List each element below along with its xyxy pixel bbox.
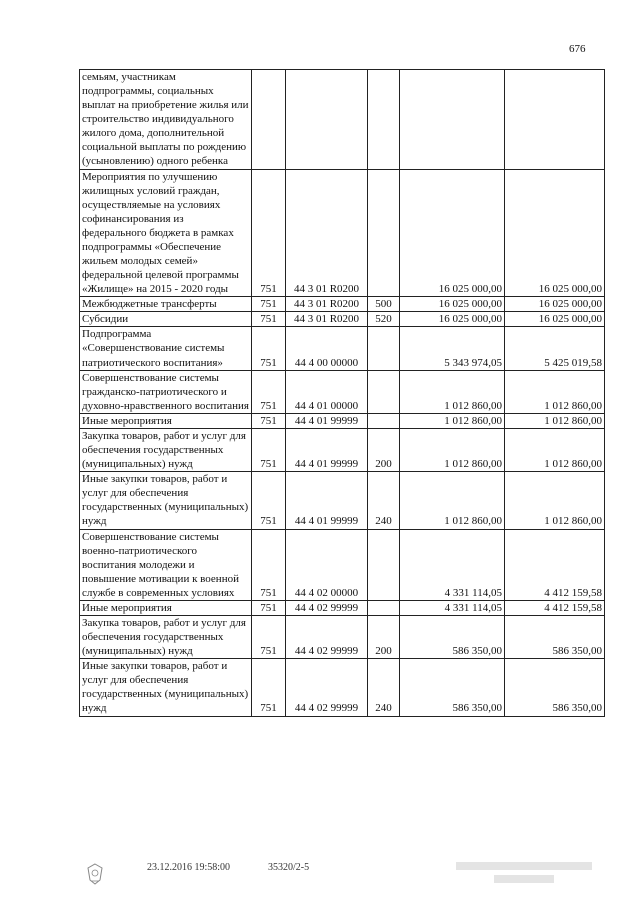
row-name: Иные закупки товаров, работ и услуг для обеспечения государственных (муниципальных) нужд <box>80 472 252 529</box>
row-vr <box>368 70 400 170</box>
table-row <box>80 600 605 615</box>
table-row <box>80 413 605 428</box>
row-amount-year2: 1 012 860,00 <box>505 428 605 471</box>
row-amount-year1: 586 350,00 <box>400 615 505 658</box>
row-vr <box>368 529 400 600</box>
footer-doc-number: 35320/2-5 <box>268 862 310 873</box>
row-amount-year2: 5 425 019,58 <box>505 327 605 370</box>
row-csr: 44 4 01 00000 <box>286 370 368 413</box>
row-ved: 751 <box>252 327 286 370</box>
row-amount-year1: 16 025 000,00 <box>400 312 505 327</box>
row-name: Закупка товаров, работ и услуг для обеспечения государственных (муниципальных) нужд <box>80 615 252 658</box>
page-number: 676 <box>569 43 586 55</box>
table-row <box>80 428 605 471</box>
row-name: Совершенствование системы военно-патриотического воспитания молодежи и повышение мотивации к военной службе в современных условиях <box>80 529 252 600</box>
row-amount-year2 <box>505 70 605 170</box>
row-csr: 44 4 02 99999 <box>286 659 368 716</box>
row-name: Субсидии <box>80 312 252 327</box>
row-csr <box>286 70 368 170</box>
row-vr: 240 <box>368 659 400 716</box>
row-vr <box>368 327 400 370</box>
page-footer <box>0 858 640 898</box>
row-name: Мероприятия по улучшению жилищных условий граждан, осуществляемые на условиях софинансирования из федерального бюджета в рамках подпрограммы «Обеспечение жильем молодых семей» федеральной целевой программы «Жилище» на 2015 - 2020 годы <box>80 169 252 297</box>
row-vr: 240 <box>368 472 400 529</box>
row-vr <box>368 413 400 428</box>
row-vr <box>368 169 400 297</box>
row-amount-year1: 1 012 860,00 <box>400 428 505 471</box>
budget-table <box>79 69 605 717</box>
row-ved: 751 <box>252 615 286 658</box>
row-amount-year1: 16 025 000,00 <box>400 297 505 312</box>
row-name: Закупка товаров, работ и услуг для обеспечения государственных (муниципальных) нужд <box>80 428 252 471</box>
row-ved: 751 <box>252 600 286 615</box>
row-csr: 44 3 01 R0200 <box>286 169 368 297</box>
row-csr: 44 4 01 99999 <box>286 472 368 529</box>
table-row <box>80 472 605 529</box>
coat-of-arms-icon <box>85 862 105 886</box>
row-amount-year1: 5 343 974,05 <box>400 327 505 370</box>
table-row <box>80 370 605 413</box>
row-vr: 200 <box>368 615 400 658</box>
row-csr: 44 4 02 99999 <box>286 615 368 658</box>
row-vr: 520 <box>368 312 400 327</box>
row-amount-year1: 4 331 114,05 <box>400 529 505 600</box>
row-amount-year2: 586 350,00 <box>505 615 605 658</box>
table-row <box>80 297 605 312</box>
row-vr <box>368 600 400 615</box>
row-name: семьям, участникам подпрограммы, социальных выплат на приобретение жилья или строительство индивидуального жилого дома, дополнительной социальной выплаты по рождению (усыновлению) одного ребенка <box>80 70 252 170</box>
row-ved: 751 <box>252 312 286 327</box>
row-vr: 200 <box>368 428 400 471</box>
electronic-signature-stamp-icon <box>454 858 594 888</box>
row-ved: 751 <box>252 659 286 716</box>
row-amount-year2: 586 350,00 <box>505 659 605 716</box>
row-ved: 751 <box>252 169 286 297</box>
row-amount-year2: 1 012 860,00 <box>505 370 605 413</box>
row-ved: 751 <box>252 413 286 428</box>
row-amount-year1 <box>400 70 505 170</box>
row-amount-year2: 16 025 000,00 <box>505 297 605 312</box>
row-amount-year1: 16 025 000,00 <box>400 169 505 297</box>
row-csr: 44 3 01 R0200 <box>286 297 368 312</box>
table-row <box>80 70 605 170</box>
row-csr: 44 4 00 00000 <box>286 327 368 370</box>
table-row <box>80 169 605 297</box>
table-row <box>80 659 605 716</box>
row-ved: 751 <box>252 529 286 600</box>
row-csr: 44 4 01 99999 <box>286 428 368 471</box>
table-row <box>80 615 605 658</box>
row-vr: 500 <box>368 297 400 312</box>
row-name: Совершенствование системы гражданско-патриотического и духовно-нравственного воспитания <box>80 370 252 413</box>
table-row <box>80 529 605 600</box>
table-row <box>80 327 605 370</box>
row-vr <box>368 370 400 413</box>
row-amount-year1: 4 331 114,05 <box>400 600 505 615</box>
row-ved <box>252 70 286 170</box>
row-ved: 751 <box>252 428 286 471</box>
row-amount-year1: 1 012 860,00 <box>400 413 505 428</box>
row-amount-year2: 16 025 000,00 <box>505 312 605 327</box>
row-ved: 751 <box>252 472 286 529</box>
row-amount-year1: 1 012 860,00 <box>400 370 505 413</box>
row-ved: 751 <box>252 297 286 312</box>
row-name: Иные мероприятия <box>80 413 252 428</box>
row-name: Иные мероприятия <box>80 600 252 615</box>
row-amount-year2: 1 012 860,00 <box>505 413 605 428</box>
row-ved: 751 <box>252 370 286 413</box>
row-amount-year1: 1 012 860,00 <box>400 472 505 529</box>
footer-datetime: 23.12.2016 19:58:00 <box>147 862 231 873</box>
row-csr: 44 3 01 R0200 <box>286 312 368 327</box>
row-amount-year2: 16 025 000,00 <box>505 169 605 297</box>
row-amount-year2: 4 412 159,58 <box>505 529 605 600</box>
row-amount-year2: 4 412 159,58 <box>505 600 605 615</box>
row-amount-year1: 586 350,00 <box>400 659 505 716</box>
table-row <box>80 312 605 327</box>
row-name: Иные закупки товаров, работ и услуг для обеспечения государственных (муниципальных) нужд <box>80 659 252 716</box>
row-csr: 44 4 02 00000 <box>286 529 368 600</box>
row-csr: 44 4 02 99999 <box>286 600 368 615</box>
row-name: Подпрограмма «Совершенствование системы патриотического воспитания» <box>80 327 252 370</box>
row-csr: 44 4 01 99999 <box>286 413 368 428</box>
row-name: Межбюджетные трансферты <box>80 297 252 312</box>
row-amount-year2: 1 012 860,00 <box>505 472 605 529</box>
